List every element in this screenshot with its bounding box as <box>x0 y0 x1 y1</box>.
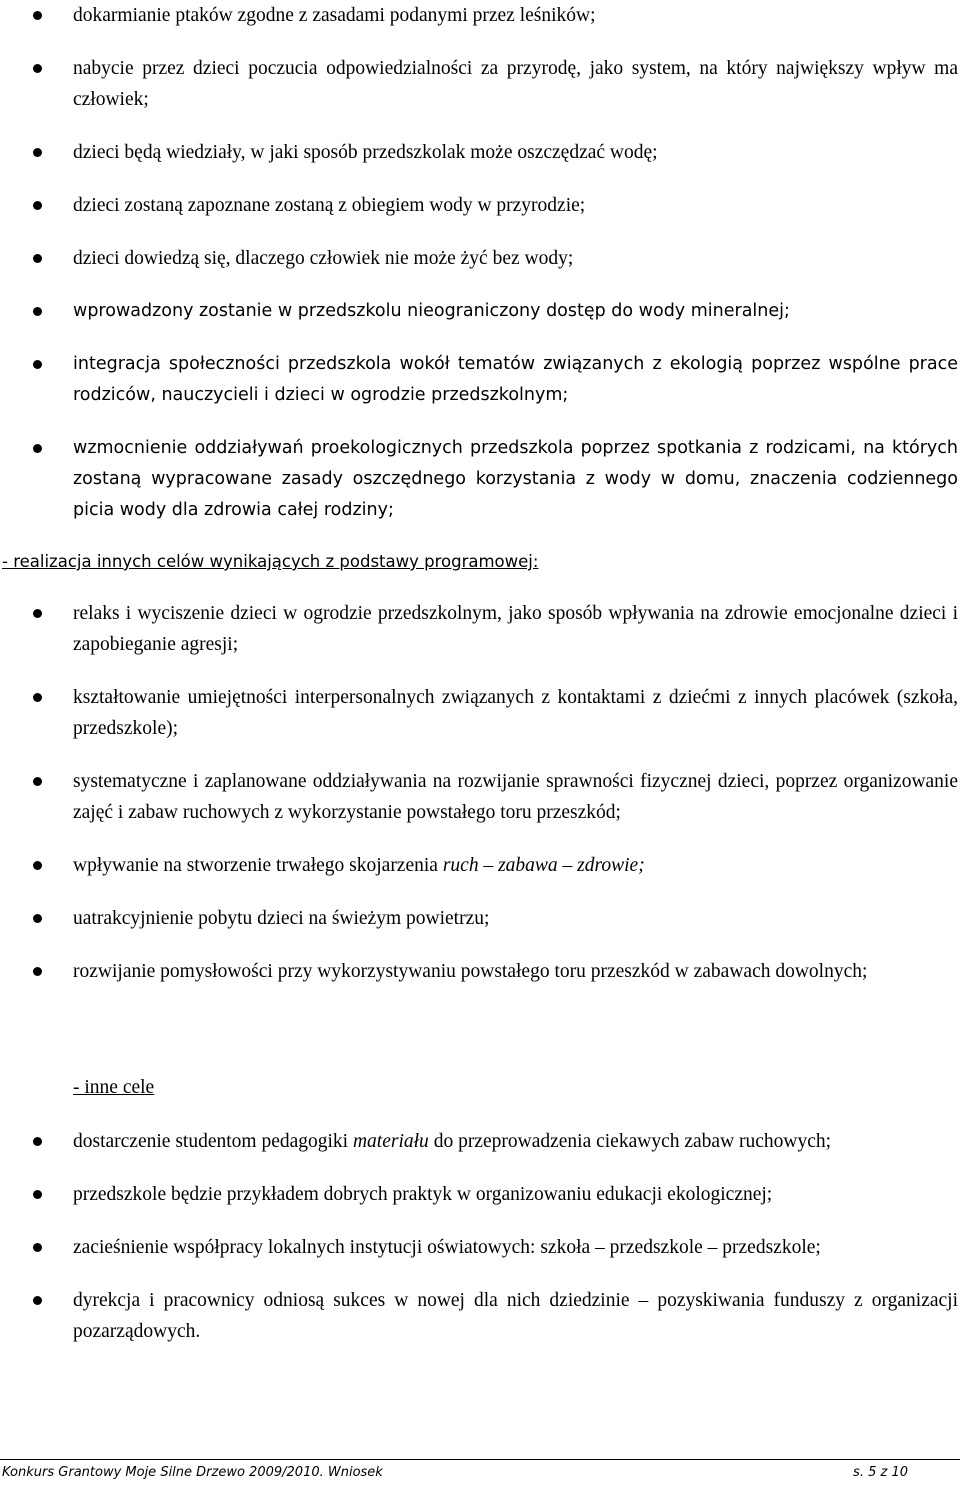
goals-list-middle <box>0 598 960 987</box>
bullet-icon <box>33 148 42 157</box>
list-item: wzmocnienie oddziaływań proekologicznych przedszkola poprzez spotkania z rodzicami, na których zostaną wypracowane zasady oszczędnego korzystania z wody w domu, znaczenia codziennego picia wody dla zdrowia całej rodziny; <box>0 433 960 526</box>
list-item: dzieci zostaną zapoznane zostaną z obiegiem wody w przyrodzie; <box>0 190 960 221</box>
list-item: dostarczenie studentom pedagogiki materiału do przeprowadzenia ciekawych zabaw ruchowych; <box>0 1126 960 1157</box>
bullet-icon <box>33 444 42 453</box>
list-item: uatrakcyjnienie pobytu dzieci na świeżym powietrzu; <box>0 903 960 934</box>
footer-divider <box>0 1459 960 1460</box>
bullet-icon <box>33 861 42 870</box>
bullet-icon <box>33 967 42 976</box>
list-item: relaks i wyciszenie dzieci w ogrodzie przedszkolnym, jako sposób wpływania na zdrowie emocjonalne dzieci i zapobieganie agresji; <box>0 598 960 660</box>
section-heading-other-goals: - realizacja innych celów wynikających z podstawy programowej: <box>2 552 539 571</box>
list-item: nabycie przez dzieci poczucia odpowiedzialności za przyrodę, jako system, na który największy wpływ ma człowiek; <box>0 53 960 115</box>
list-item: systematyczne i zaplanowane oddziaływania na rozwijanie sprawności fizycznej dzieci, poprzez organizowanie zajęć i zabaw ruchowych z wykorzystanie powstałego toru przeszkód; <box>0 766 960 828</box>
list-item: przedszkole będzie przykładem dobrych praktyk w organizowaniu edukacji ekologicznej; <box>0 1179 960 1210</box>
list-item: dzieci będą wiedziały, w jaki sposób przedszkolak może oszczędzać wodę; <box>0 137 960 168</box>
bullet-icon <box>33 609 42 618</box>
bullet-icon <box>33 777 42 786</box>
list-item: dzieci dowiedzą się, dlaczego człowiek nie może żyć bez wody; <box>0 243 960 274</box>
bullet-icon <box>33 1243 42 1252</box>
list-item: rozwijanie pomysłowości przy wykorzystywaniu powstałego toru przeszkód w zabawach dowolnych; <box>0 956 960 987</box>
bullet-icon <box>33 307 42 316</box>
section-heading-other: - inne cele <box>73 1077 155 1098</box>
bullet-icon <box>33 1296 42 1305</box>
list-item: integracja społeczności przedszkola wokół tematów związanych z ekologią poprzez wspólne prace rodziców, nauczycieli i dzieci w ogrodzie przedszkolnym; <box>0 349 960 411</box>
goals-list-bottom <box>0 1126 960 1347</box>
bullet-icon <box>33 11 42 20</box>
bullet-icon <box>33 254 42 263</box>
page-number: s. 5 z 10 <box>853 1465 908 1480</box>
bullet-icon <box>33 1137 42 1146</box>
list-item: wprowadzony zostanie w przedszkolu nieograniczony dostęp do wody mineralnej; <box>0 296 960 327</box>
bullet-icon <box>33 914 42 923</box>
bullet-icon <box>33 1190 42 1199</box>
bullet-icon <box>33 360 42 369</box>
list-item: dokarmianie ptaków zgodne z zasadami podanymi przez leśników; <box>0 0 960 31</box>
footer-title: Konkurs Grantowy Moje Silne Drzewo 2009/2010. Wniosek <box>2 1465 383 1480</box>
list-item: wpływanie na stworzenie trwałego skojarzenia ruch – zabawa – zdrowie; <box>0 850 960 881</box>
bullet-icon <box>33 201 42 210</box>
bullet-icon <box>33 64 42 73</box>
list-item: dyrekcja i pracownicy odniosą sukces w nowej dla nich dziedzinie – pozyskiwania funduszy z organizacji pozarządowych. <box>0 1285 960 1347</box>
goals-list-top <box>0 0 960 526</box>
list-item: kształtowanie umiejętności interpersonalnych związanych z kontaktami z dziećmi z innych placówek (szkoła, przedszkole); <box>0 682 960 744</box>
list-item: zacieśnienie współpracy lokalnych instytucji oświatowych: szkoła – przedszkole – przedszkole; <box>0 1232 960 1263</box>
bullet-icon <box>33 693 42 702</box>
